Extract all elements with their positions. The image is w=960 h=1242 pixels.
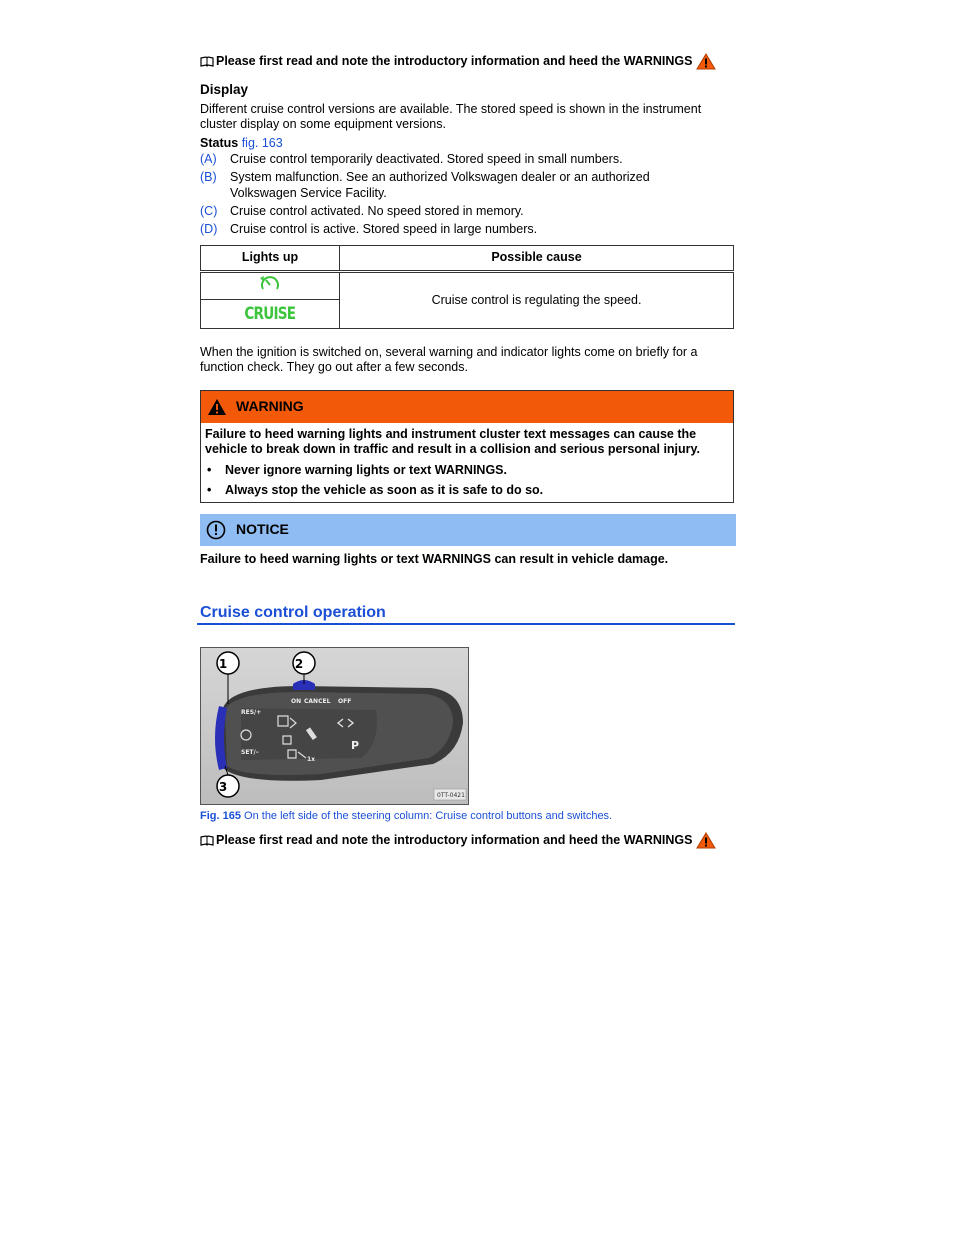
section-divider — [197, 623, 735, 625]
warning-header — [201, 391, 733, 423]
status-label: Status — [200, 136, 239, 150]
warning-text: Failure to heed warning lights and instrument cluster text messages can cause the vehicle to break down in traffic and result in a collision and serious personal injury. — [205, 427, 701, 457]
table-cell-icon — [201, 272, 340, 300]
label-on: ON — [291, 698, 302, 705]
intro-note-bottom — [200, 832, 716, 849]
warning-bullet: • Never ignore warning lights or text WARNINGS. — [207, 462, 507, 477]
status-item — [200, 170, 740, 201]
warning-triangle-icon[interactable] — [696, 832, 716, 849]
warning-body — [201, 423, 733, 502]
label-res: RES/+ — [241, 709, 262, 716]
section-title: Cruise control operation — [200, 604, 386, 621]
callout-2: 2 — [294, 657, 304, 671]
book-icon — [200, 56, 214, 67]
warning-triangle-icon — [207, 398, 227, 416]
notice-header — [200, 514, 736, 546]
table-cell-icon — [201, 300, 340, 329]
lights-table — [200, 245, 734, 329]
intro-note — [200, 53, 716, 70]
status-letter[interactable]: (B) — [200, 170, 217, 185]
fig-ref-link[interactable]: fig. 163 — [241, 136, 283, 150]
intro-text: Please first read and note the introductory information and heed the WARNINGS — [216, 53, 693, 68]
status-text: Cruise control temporarily deactivated. Stored speed in small numbers. — [230, 152, 623, 166]
notice-title: NOTICE — [236, 521, 289, 538]
ignition-text: When the ignition is switched on, several warning and indicator lights come on briefly for a function check. They go out after a few seconds. — [200, 345, 698, 375]
caption-text: On the left side of the steering column: Cruise control buttons and switches. — [244, 810, 613, 822]
cruise-control-figure — [200, 647, 469, 805]
display-text: Different cruise control versions are available. The stored speed is shown in the instrument cluster display on some equipment versions. — [200, 102, 702, 132]
book-icon — [200, 835, 214, 846]
notice-text: Failure to heed warning lights or text WARNINGS can result in vehicle damage. — [200, 552, 669, 566]
stalk-illustration — [201, 648, 468, 804]
status-line — [200, 136, 283, 151]
table-header: Lights up — [201, 246, 340, 272]
caption-label: Fig. 165 — [200, 810, 241, 822]
label-1x: 1x — [307, 756, 316, 763]
figure-caption — [200, 810, 612, 823]
cruise-text-icon: CRUISE — [244, 303, 296, 324]
table-header: Possible cause — [340, 246, 734, 272]
intro-text: Please first read and note the introductory information and heed the WARNINGS — [216, 832, 693, 847]
cruise-speedometer-icon — [258, 274, 282, 294]
callout-1: 1 — [218, 657, 228, 671]
status-letter[interactable]: (A) — [200, 152, 217, 166]
status-text: System malfunction. See an authorized Volkswagen dealer or an authorized Volkswagen Service Facility. — [230, 170, 650, 200]
warning-box — [200, 390, 734, 503]
status-item — [200, 222, 740, 237]
display-heading: Display — [200, 82, 249, 97]
warning-bullet-text: Never ignore warning lights or text WARNINGS. — [225, 462, 507, 477]
status-text: Cruise control is active. Stored speed in large numbers. — [230, 222, 538, 236]
table-cell-cause: Cruise control is regulating the speed. — [340, 272, 734, 329]
figure-code: 0TT-0421 — [437, 792, 465, 799]
notice-icon — [206, 520, 226, 540]
status-item — [200, 204, 740, 219]
status-letter[interactable]: (D) — [200, 222, 218, 236]
warning-triangle-icon[interactable] — [696, 53, 716, 70]
label-cancel: CANCEL — [304, 698, 331, 705]
status-item — [200, 152, 740, 167]
label-off: OFF — [338, 698, 352, 705]
warning-title: WARNING — [236, 398, 304, 415]
label-parking: P — [351, 739, 360, 752]
status-list — [200, 152, 740, 240]
warning-bullet: • Always stop the vehicle as soon as it is safe to do so. — [207, 482, 544, 497]
label-set: SET/– — [241, 749, 259, 756]
status-letter[interactable]: (C) — [200, 203, 218, 218]
callout-3: 3 — [218, 780, 228, 794]
status-text: Cruise control activated. No speed stored in memory. — [230, 203, 524, 218]
warning-bullet-text: Always stop the vehicle as soon as it is safe to do so. — [225, 482, 544, 497]
